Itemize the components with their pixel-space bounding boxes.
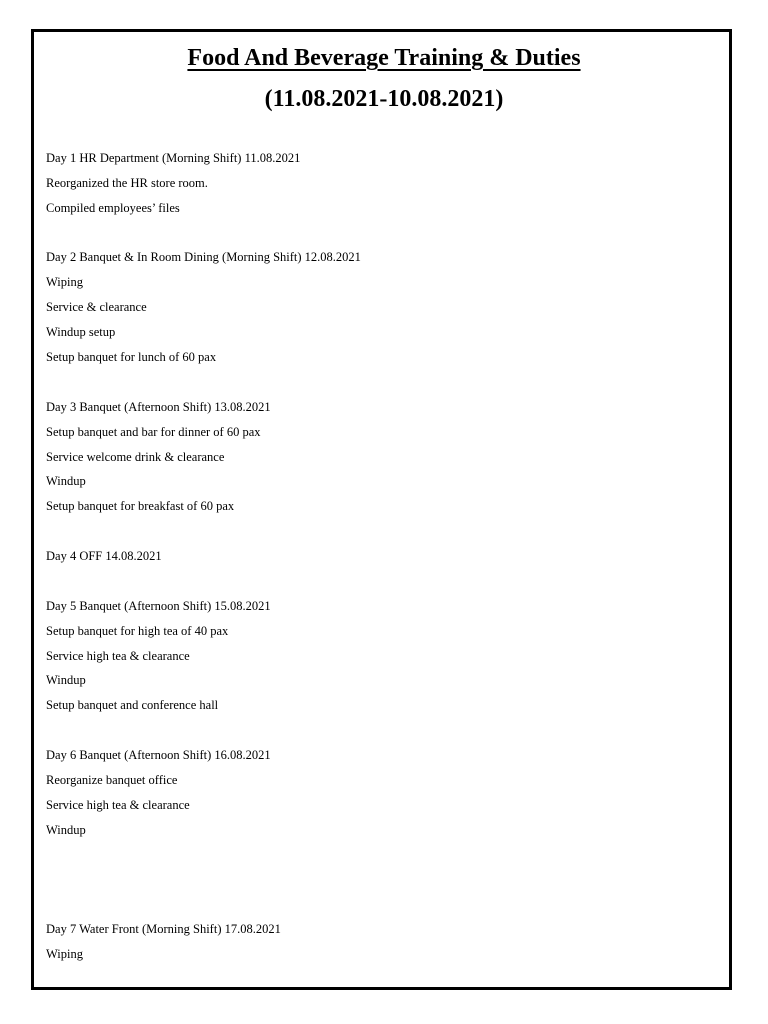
day-7-heading: Day 7 Water Front (Morning Shift) 17.08.2021: [46, 922, 281, 936]
duty-line: Wiping: [46, 947, 83, 961]
day-5-heading: Day 5 Banquet (Afternoon Shift) 15.08.2021: [46, 599, 271, 613]
duty-line: Setup banquet for high tea of 40 pax: [46, 624, 229, 638]
duty-line: Service & clearance: [46, 300, 147, 314]
document-title-text: Food And Beverage Training & Duties: [187, 45, 581, 71]
day-3-heading: Day 3 Banquet (Afternoon Shift) 13.08.2021: [46, 400, 271, 414]
day-2-heading: Day 2 Banquet & In Room Dining (Morning Shift) 12.08.2021: [46, 250, 361, 264]
duty-line: Windup: [46, 474, 86, 488]
duty-line: Compiled employees’ files: [46, 201, 180, 215]
document-title: [0, 44, 768, 72]
day-1-heading: Day 1 HR Department (Morning Shift) 11.08.2021: [46, 151, 301, 165]
duty-line: Service high tea & clearance: [46, 649, 190, 663]
day-6-heading: Day 6 Banquet (Afternoon Shift) 16.08.2021: [46, 748, 271, 762]
duty-line: Windup setup: [46, 325, 116, 339]
duty-line: Windup: [46, 823, 86, 837]
duty-line: Service high tea & clearance: [46, 798, 190, 812]
duty-line: Service welcome drink & clearance: [46, 450, 225, 464]
duty-line: Reorganize banquet office: [46, 773, 178, 787]
duty-line: Setup banquet for breakfast of 60 pax: [46, 499, 235, 513]
duty-line: Setup banquet and conference hall: [46, 698, 219, 712]
day-4-heading: Day 4 OFF 14.08.2021: [46, 549, 162, 563]
duty-line: Setup banquet for lunch of 60 pax: [46, 350, 217, 364]
duty-line: Setup banquet and bar for dinner of 60 pax: [46, 425, 261, 439]
duty-line: Wiping: [46, 275, 83, 289]
duty-line: Windup: [46, 673, 86, 687]
document-date-range: (11.08.2021-10.08.2021): [264, 86, 504, 112]
duty-line: Reorganized the HR store room.: [46, 176, 208, 190]
